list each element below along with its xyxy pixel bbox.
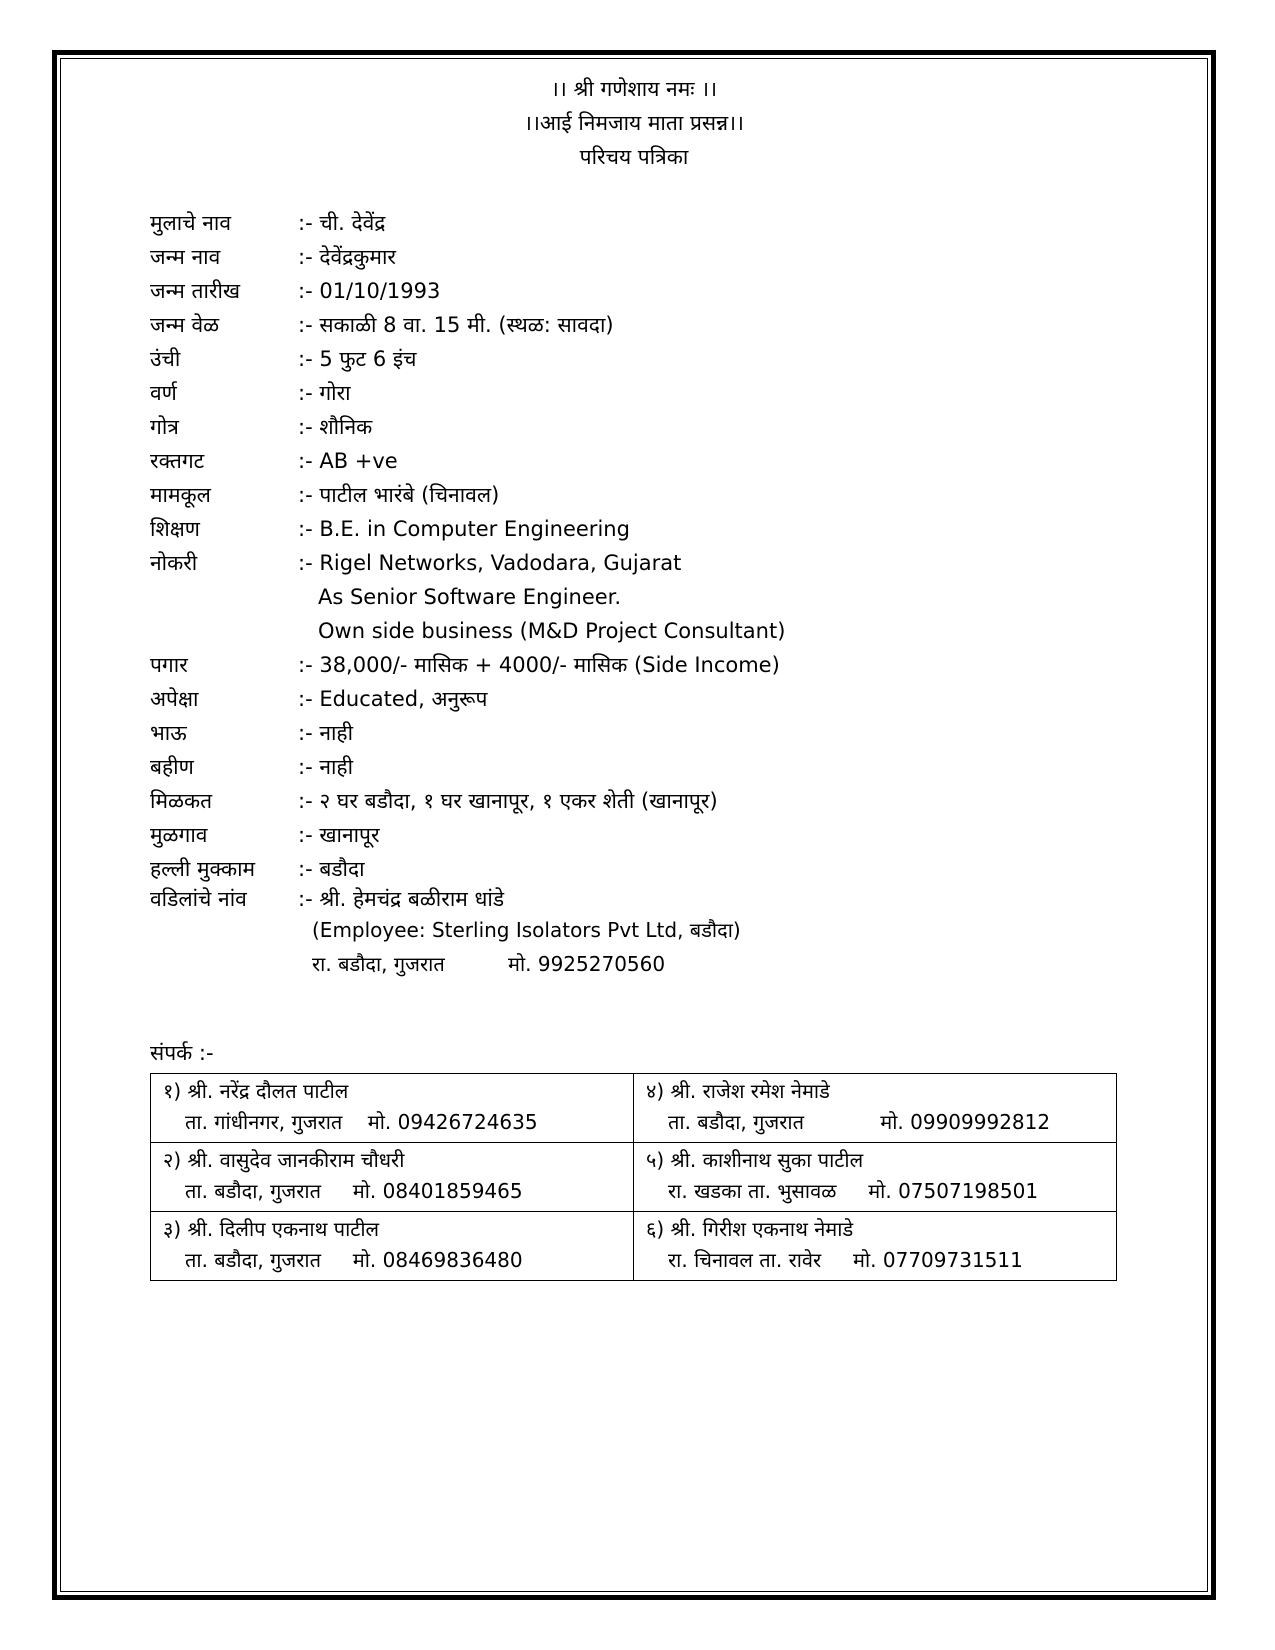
- invocation-line-1: ।। श्री गणेशाय नमः ।।: [550, 77, 718, 101]
- contact-details: [163, 1176, 623, 1207]
- contact-cell: [151, 1074, 634, 1143]
- field-label: वर्ण: [150, 381, 177, 405]
- field-value: :- नाही: [298, 755, 354, 779]
- contacts-table: [150, 1073, 1117, 1281]
- field-label: मुलाचे नाव: [150, 211, 232, 235]
- table-row: [151, 1212, 1117, 1281]
- field-label: अपेक्षा: [150, 687, 199, 711]
- contact-cell: [634, 1143, 1117, 1212]
- field-label: मामकूल: [150, 483, 211, 507]
- field-label: गोत्र: [150, 415, 179, 439]
- field-value: :- Rigel Networks, Vadodara, Gujarat: [298, 551, 682, 575]
- contact-details: [646, 1245, 1106, 1276]
- table-row: [151, 1143, 1117, 1212]
- field-value: As Senior Software Engineer.: [318, 585, 622, 609]
- field-value: :- 01/10/1993: [298, 279, 441, 303]
- contact-name: १) श्री. नरेंद्र दौलत पाटील: [163, 1079, 349, 1103]
- contact-name: ५) श्री. काशीनाथ सुका पाटील: [646, 1148, 864, 1172]
- contact-mobile: मो. 09426724635: [367, 1110, 538, 1134]
- contact-details: [646, 1176, 1106, 1207]
- field-value: :- AB +ve: [298, 449, 398, 473]
- field-label: भाऊ: [150, 721, 187, 745]
- field-value: :- सकाळी 8 वा. 15 मी. (स्थळ: सावदा): [298, 313, 614, 337]
- contact-place: रा. खडका ता. भुसावळ: [668, 1179, 837, 1203]
- table-row: [151, 1074, 1117, 1143]
- father-mobile: मो. 9925270560: [508, 952, 666, 976]
- contact-name: २) श्री. वासुदेव जानकीराम चौधरी: [163, 1148, 405, 1172]
- field-label: जन्म वेळ: [150, 313, 220, 337]
- contact-details: [646, 1107, 1106, 1138]
- invocation-line-2: ।।आई निमजाय माता प्रसन्न।।: [523, 111, 744, 135]
- contact-place: ता. बडौदा, गुजरात: [185, 1248, 321, 1272]
- field-label: जन्म तारीख: [150, 279, 241, 303]
- field-label: हल्ली मुक्काम: [150, 857, 256, 881]
- field-value: :- 5 फुट 6 इंच: [298, 347, 417, 371]
- field-value: :- बडौदा: [298, 857, 365, 881]
- field-value: :- शौनिक: [298, 415, 373, 439]
- field-value: :- गोरा: [298, 381, 351, 405]
- field-label: जन्म नाव: [150, 245, 221, 269]
- contact-cell: [151, 1143, 634, 1212]
- contact-mobile: मो. 07507198501: [868, 1179, 1039, 1203]
- field-label: उंची: [150, 347, 181, 371]
- father-address: रा. बडौदा, गुजरात: [312, 952, 445, 976]
- contact-place: ता. बडौदा, गुजरात: [185, 1179, 321, 1203]
- field-label: शिक्षण: [150, 517, 200, 541]
- contact-cell: [151, 1212, 634, 1281]
- field-label: नोकरी: [150, 551, 198, 575]
- contact-mobile: मो. 08401859465: [352, 1179, 523, 1203]
- father-employment: (Employee: Sterling Isolators Pvt Ltd, बडौदा): [312, 918, 741, 942]
- field-label: मुळगाव: [150, 823, 208, 847]
- field-value: :- Educated, अनुरूप: [298, 687, 488, 711]
- contact-place: रा. चिनावल ता. रावेर: [668, 1248, 822, 1272]
- contact-details: [163, 1107, 623, 1138]
- field-value: :- 38,000/- मासिक + 4000/- मासिक (Side Income): [298, 653, 780, 677]
- contact-name: ४) श्री. राजेश रमेश नेमाडे: [646, 1079, 830, 1103]
- field-value: :- पाटील भारंबे (चिनावल): [298, 483, 500, 507]
- contact-place: ता. गांधीनगर, गुजरात: [185, 1110, 343, 1134]
- contact-mobile: मो. 08469836480: [352, 1248, 523, 1272]
- field-value: Own side business (M&D Project Consultant): [318, 619, 786, 643]
- field-label: रक्तगट: [150, 449, 205, 473]
- field-value: :- ची. देवेंद्र: [298, 211, 386, 235]
- contacts-title: संपर्क :-: [150, 1041, 214, 1065]
- contact-mobile: मो. 09909992812: [880, 1110, 1051, 1134]
- field-label: वडिलांचे नांव: [150, 887, 247, 911]
- contact-mobile: मो. 07709731511: [853, 1248, 1023, 1272]
- field-value: :- B.E. in Computer Engineering: [298, 517, 630, 541]
- contact-place: ता. बडौदा, गुजरात: [668, 1110, 804, 1134]
- contact-name: ३) श्री. दिलीप एकनाथ पाटील: [163, 1217, 380, 1241]
- field-label: बहीण: [150, 755, 194, 779]
- contact-name: ६) श्री. गिरीश एकनाथ नेमाडे: [646, 1217, 854, 1241]
- field-value: :- २ घर बडौदा, १ घर खानापूर, १ एकर शेती (खानापूर): [298, 789, 718, 813]
- contact-details: [163, 1245, 623, 1276]
- contact-cell: [634, 1212, 1117, 1281]
- page-title: परिचय पत्रिका: [579, 145, 689, 169]
- field-label: पगार: [150, 653, 188, 677]
- field-value: :- श्री. हेमचंद्र बळीराम धांडे: [298, 887, 505, 911]
- field-label: मिळकत: [150, 789, 213, 813]
- field-value: :- नाही: [298, 721, 354, 745]
- contact-cell: [634, 1074, 1117, 1143]
- field-value: :- देवेंद्रकुमार: [298, 245, 397, 269]
- field-value: :- खानापूर: [298, 823, 380, 847]
